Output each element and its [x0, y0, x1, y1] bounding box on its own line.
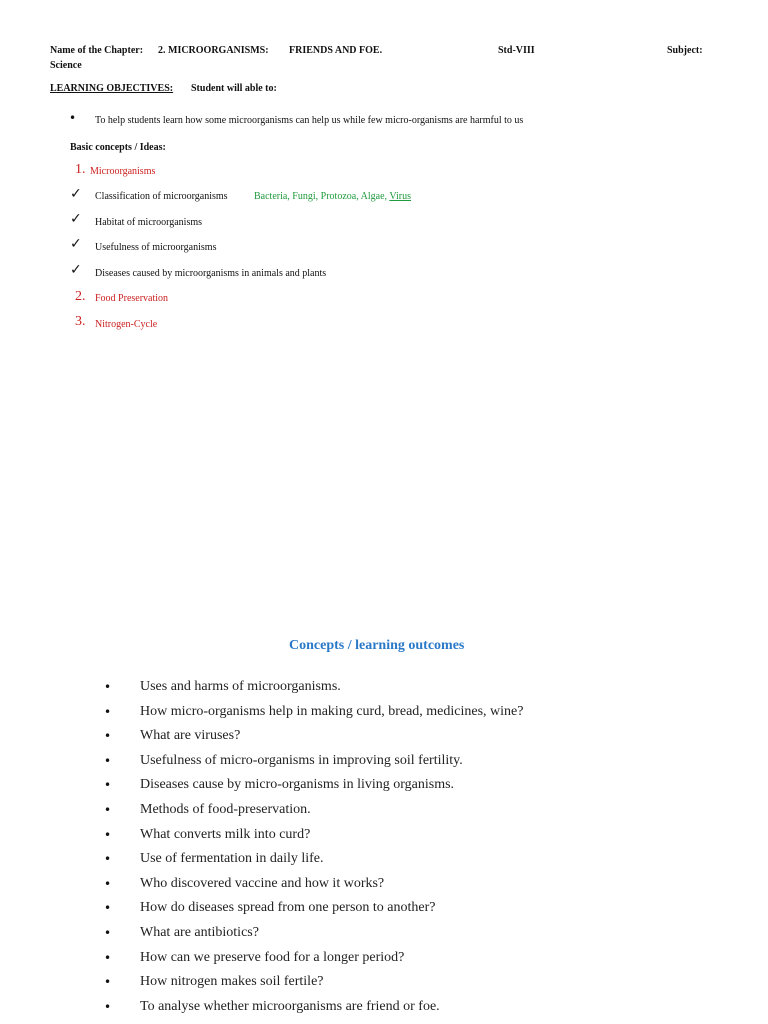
- concept-number-3: 3.: [75, 314, 86, 329]
- outcome-item: Uses and harms of microorganisms.: [140, 679, 341, 694]
- objectives-intro: Student will able to:: [191, 83, 277, 94]
- outcome-item: How nitrogen makes soil fertile?: [140, 974, 324, 989]
- objectives-heading: LEARNING OBJECTIVES:: [50, 83, 174, 94]
- chapter-subtitle: FRIENDS AND FOE.: [289, 45, 383, 56]
- bullet-icon: •: [104, 828, 112, 842]
- bullet-icon: •: [104, 901, 112, 915]
- concept-classification: Classification of microorganisms: [95, 191, 228, 202]
- outcome-item: Who discovered vaccine and how it works?: [140, 876, 385, 891]
- bullet-icon: •: [104, 680, 112, 694]
- outcome-item: What converts milk into curd?: [140, 827, 311, 842]
- concept-microorganisms: Microorganisms: [90, 166, 156, 177]
- bullet-icon: •: [104, 754, 112, 768]
- bullet-icon: •: [104, 729, 112, 743]
- bullet-icon: •: [104, 705, 112, 719]
- outcome-item: What are antibiotics?: [140, 925, 259, 940]
- concept-food-preservation: Food Preservation: [95, 293, 169, 304]
- outcome-item: Usefulness of micro-organisms in improving soil fertility.: [140, 753, 463, 768]
- subject-value: Science: [50, 60, 82, 71]
- checkmark-icon: ✓: [70, 236, 82, 252]
- bullet-icon: •: [104, 951, 112, 965]
- bullet-icon: •: [104, 975, 112, 989]
- bullet-icon: •: [104, 1000, 112, 1014]
- outcome-item: To analyse whether microorganisms are friend or foe.: [140, 999, 440, 1014]
- objective-item: To help students learn how some microorganisms can help us while few micro-organisms are harmful to us: [95, 115, 524, 126]
- outcome-item: Methods of food-preservation.: [140, 802, 311, 817]
- outcomes-heading: Concepts / learning outcomes: [289, 638, 465, 653]
- concept-nitrogen-cycle: Nitrogen-Cycle: [95, 319, 158, 330]
- checkmark-icon: ✓: [70, 262, 82, 278]
- bullet-icon: •: [104, 778, 112, 792]
- classification-types: Bacteria, Fungi, Protozoa, Algae,: [254, 191, 388, 202]
- virus-link[interactable]: Virus: [389, 191, 411, 202]
- checkmark-icon: ✓: [70, 211, 82, 227]
- outcome-item: How do diseases spread from one person to another?: [140, 900, 436, 915]
- bullet-icon: •: [104, 852, 112, 866]
- concept-number-1: 1.: [75, 162, 86, 177]
- outcome-item: What are viruses?: [140, 728, 241, 743]
- bullet-icon: •: [104, 877, 112, 891]
- bullet-icon: •: [69, 111, 77, 125]
- concept-habitat: Habitat of microorganisms: [95, 217, 203, 228]
- chapter-label: Name of the Chapter:: [50, 45, 144, 56]
- checkmark-icon: ✓: [70, 186, 82, 202]
- classification-detail: [254, 191, 411, 202]
- bullet-icon: •: [104, 926, 112, 940]
- concept-number-2: 2.: [75, 289, 86, 304]
- outcome-item: How micro-organisms help in making curd, bread, medicines, wine?: [140, 704, 524, 719]
- subject-label: Subject:: [667, 45, 703, 56]
- standard-label: Std-VIII: [498, 45, 535, 56]
- outcome-item: Diseases cause by micro-organisms in living organisms.: [140, 777, 455, 792]
- concepts-heading: Basic concepts / Ideas:: [70, 142, 166, 153]
- concept-usefulness: Usefulness of microorganisms: [95, 242, 217, 253]
- outcome-item: Use of fermentation in daily life.: [140, 851, 324, 866]
- outcome-item: How can we preserve food for a longer period?: [140, 950, 405, 965]
- bullet-icon: •: [104, 803, 112, 817]
- chapter-title: 2. MICROORGANISMS:: [158, 45, 269, 56]
- concept-diseases: Diseases caused by microorganisms in animals and plants: [95, 268, 327, 279]
